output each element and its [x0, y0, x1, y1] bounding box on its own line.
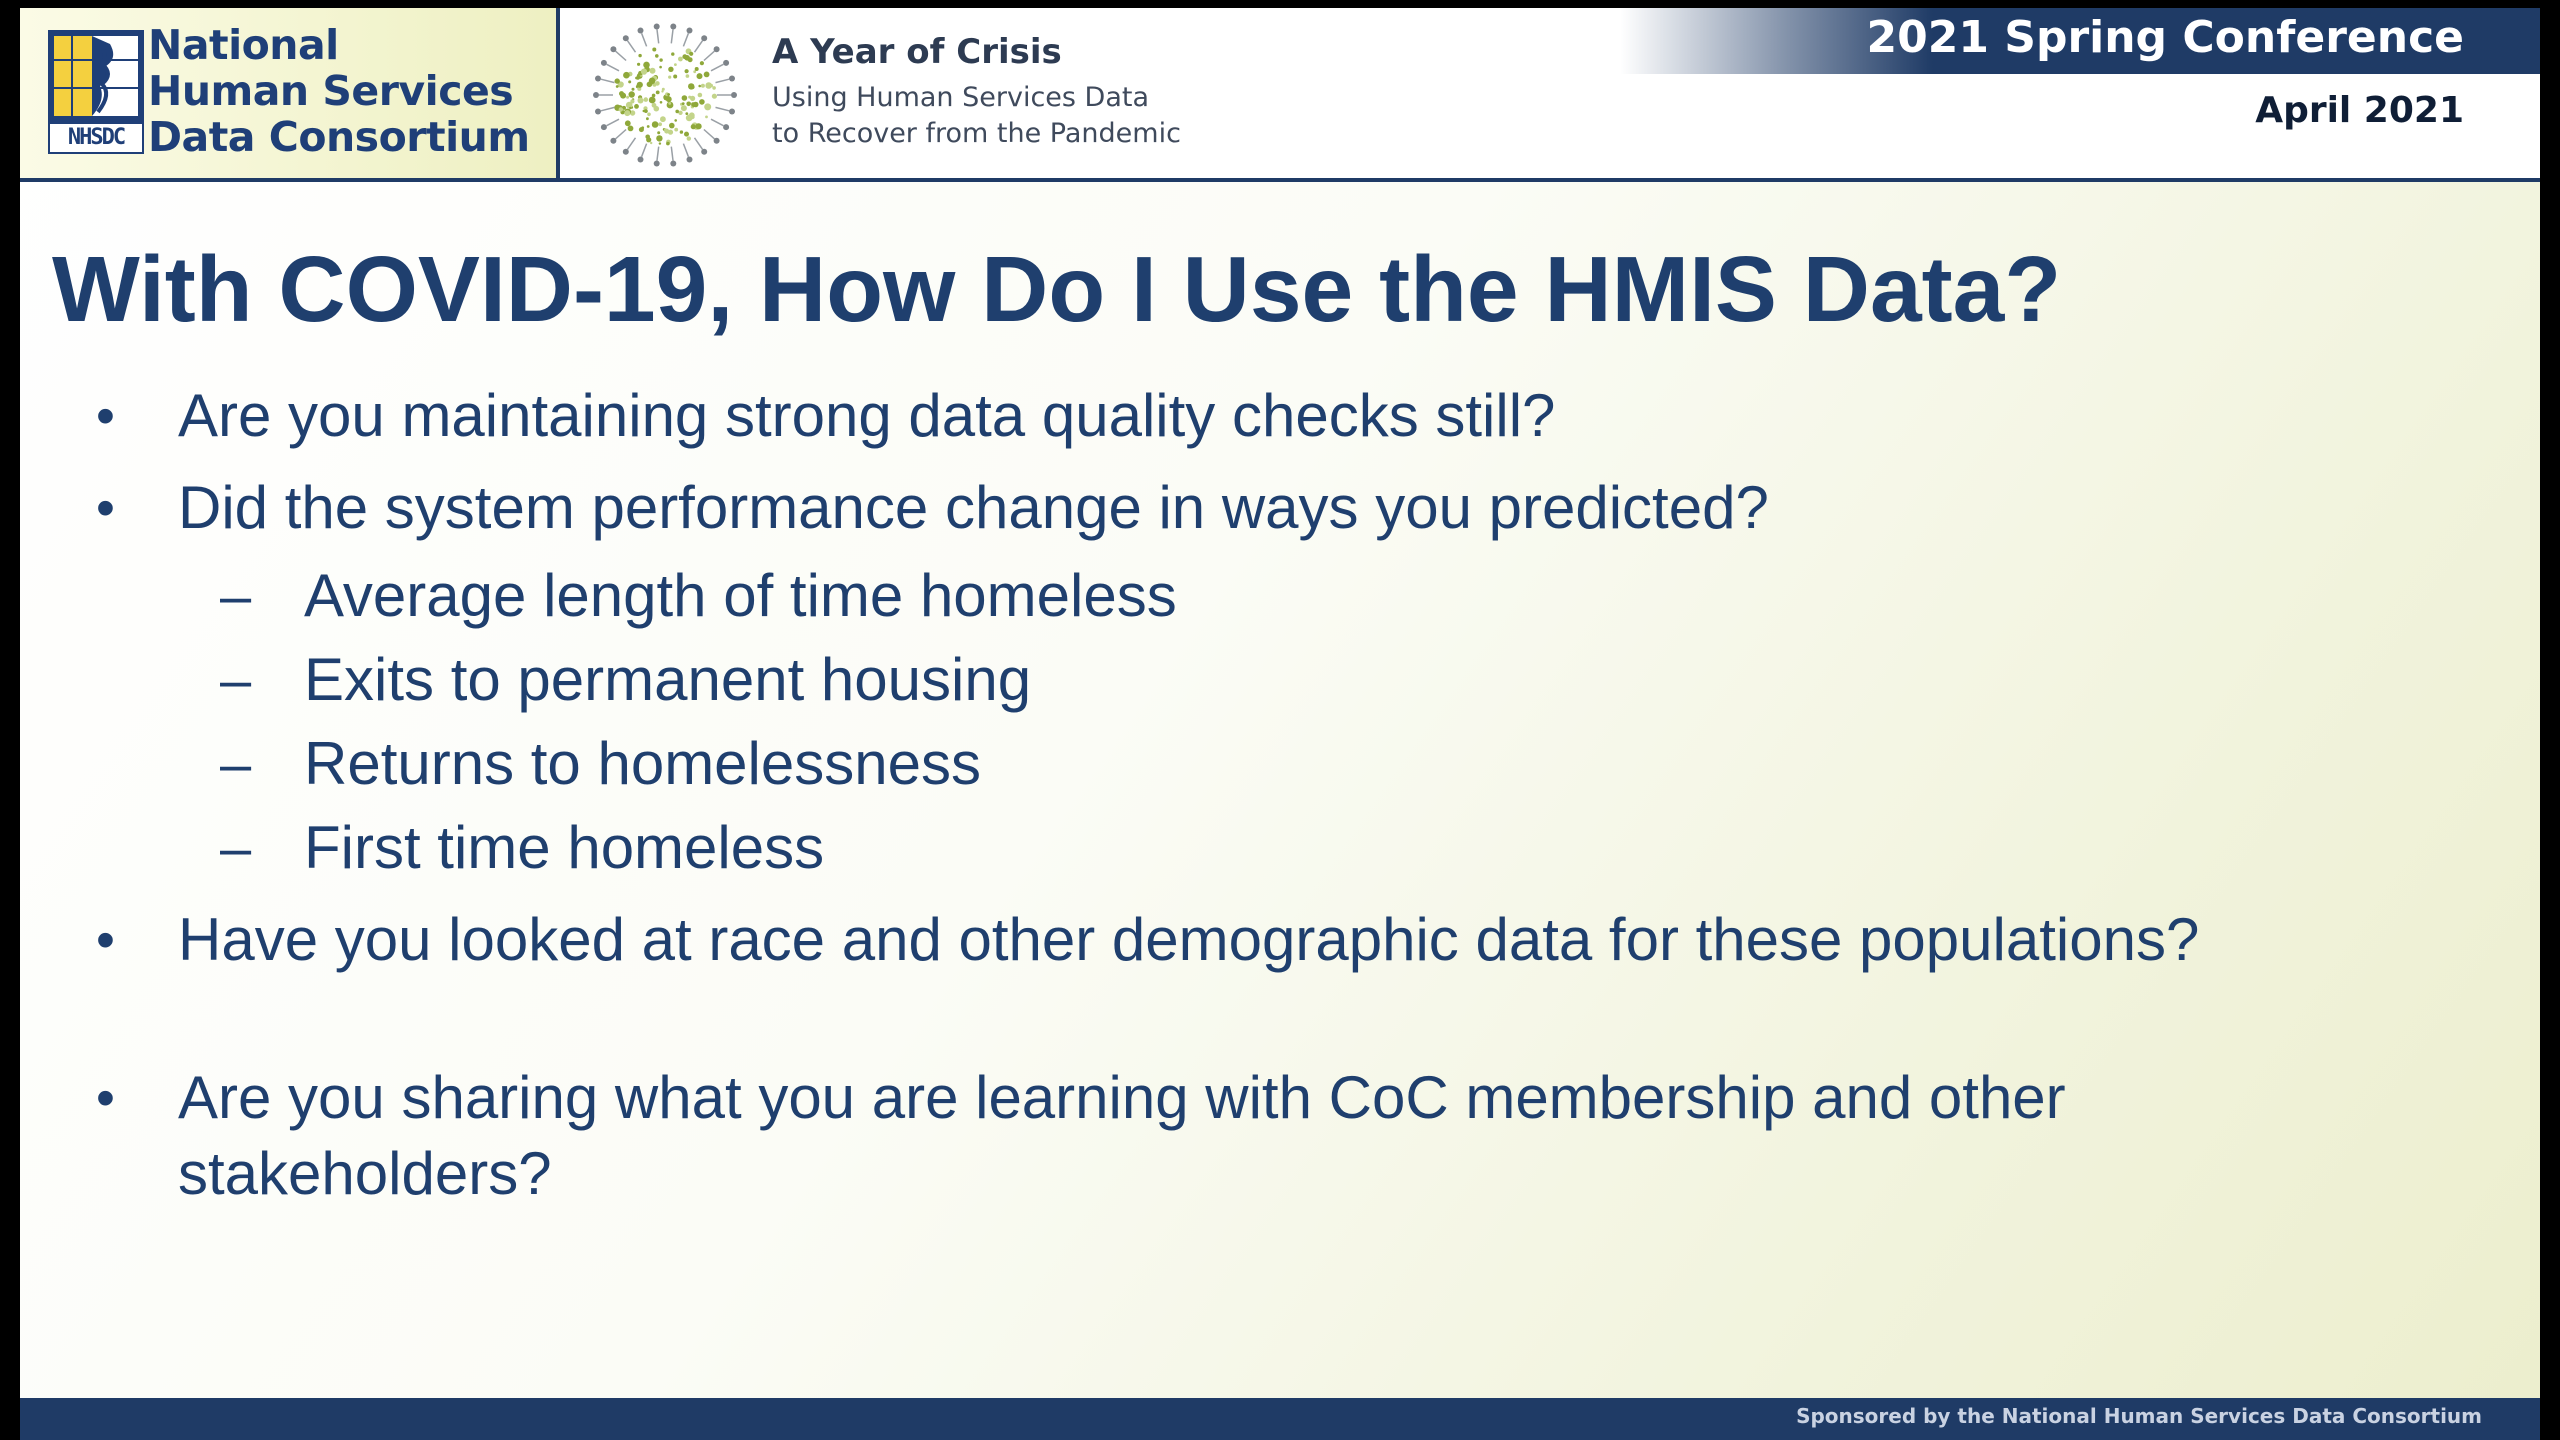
bullet-item [20, 470, 2520, 550]
org-name-line-2: Human Services [148, 67, 514, 115]
dash-glyph: – [220, 816, 252, 879]
event-subtitle-line-2: to Recover from the Pandemic [772, 118, 1181, 149]
bullet-glyph: • [96, 910, 115, 970]
sub-bullet-text: Exits to permanent housing [304, 646, 1032, 713]
slide-header [20, 8, 2540, 182]
sub-bullet-item [20, 642, 2520, 718]
dash-glyph: – [220, 564, 252, 627]
bullet-text: Are you maintaining strong data quality checks still? [178, 382, 1556, 449]
org-name-line-1: National [148, 21, 339, 69]
org-name-line-3: Data Consortium [148, 113, 530, 161]
slide-footer [20, 1398, 2540, 1440]
bullet-text: Have you looked at race and other demographic data for these populations? [178, 906, 2200, 973]
presentation-slide [20, 8, 2540, 1440]
sub-bullet-item [20, 810, 2520, 886]
sub-bullet-text: Returns to homelessness [304, 730, 981, 797]
event-title: A Year of Crisis [772, 32, 1062, 72]
bullet-glyph: • [96, 386, 115, 446]
bullet-item [20, 378, 2520, 458]
dash-glyph: – [220, 648, 252, 711]
bullet-item [20, 1060, 2520, 1220]
conference-date: April 2021 [2255, 90, 2464, 131]
logo-abbreviation: NHSDC [48, 122, 144, 154]
sub-bullet-item [20, 726, 2520, 802]
organization-logo [20, 8, 560, 178]
bullet-glyph: • [96, 1068, 115, 1128]
sub-bullet-text: First time homeless [304, 814, 825, 881]
bullet-glyph: • [96, 478, 115, 538]
sponsor-text: Sponsored by the National Human Services Data Consortium [1796, 1404, 2482, 1428]
virus-illustration-icon [590, 20, 740, 170]
dash-glyph: – [220, 732, 252, 795]
slide-title: With COVID-19, How Do I Use the HMIS Data? [52, 237, 2062, 341]
bullet-text: Did the system performance change in ways you predicted? [178, 474, 1769, 541]
event-subtitle-line-1: Using Human Services Data [772, 82, 1150, 113]
conference-banner [1620, 8, 2540, 74]
organization-name [148, 22, 530, 160]
sub-bullet-text: Average length of time homeless [304, 562, 1177, 629]
bullet-text: Are you sharing what you are learning with CoC membership and other stakeholders? [178, 1064, 2066, 1207]
sub-bullet-item [20, 558, 2520, 634]
bullet-item [20, 902, 2520, 982]
conference-name: 2021 Spring Conference [1866, 12, 2464, 63]
